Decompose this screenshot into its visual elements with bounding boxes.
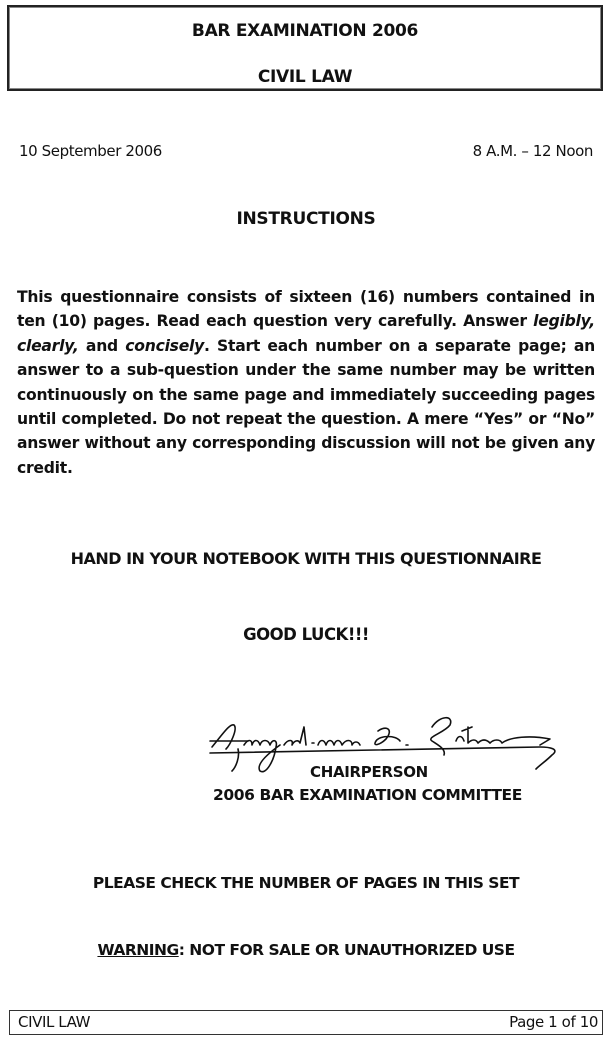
header-box [7, 5, 603, 91]
instructions-text-2: and [78, 336, 126, 355]
exam-subject: CIVIL LAW [257, 67, 353, 87]
instructions-italic-2: concisely [125, 336, 205, 355]
instructions-italic-1: legibly, clearly, [17, 312, 595, 355]
footer-subject: CIVIL LAW [18, 1013, 91, 1031]
chairperson-title: CHAIRPERSON [310, 763, 428, 781]
instructions-text-1: This questionnaire consists of sixteen (16) numbers contained in ten (10) pages. Read each question very carefully. Answer [17, 288, 595, 331]
warning-text: : NOT FOR SALE OR UNAUTHORIZED USE [178, 941, 515, 959]
committee-name: 2006 BAR EXAMINATION COMMITTEE [213, 786, 522, 804]
exam-time: 8 A.M. – 12 Noon [472, 142, 593, 160]
hand-in-notice: HAND IN YOUR NOTEBOOK WITH THIS QUESTIONNAIRE [70, 549, 542, 568]
warning-label: WARNING [97, 941, 179, 959]
warning-notice [0, 941, 612, 959]
instructions-paragraph [17, 285, 595, 480]
instructions-heading: INSTRUCTIONS [236, 209, 376, 229]
page-number: Page 1 of 10 [509, 1013, 598, 1031]
check-pages-notice: PLEASE CHECK THE NUMBER OF PAGES IN THIS SET [92, 874, 520, 892]
page-footer [9, 1010, 603, 1035]
good-luck-text: GOOD LUCK!!! [243, 625, 369, 644]
instructions-text-3: . Start each number on a separate page; an answer to a sub-question under the same number may be written continuously on the same page and immediately succeeding pages until completed. Do not repeat the question. A mere “Yes” or “No” answer without any corresponding discussion will not be given any credit. [17, 336, 595, 477]
exam-title: BAR EXAMINATION 2006 [191, 21, 419, 41]
exam-date: 10 September 2006 [19, 142, 162, 160]
